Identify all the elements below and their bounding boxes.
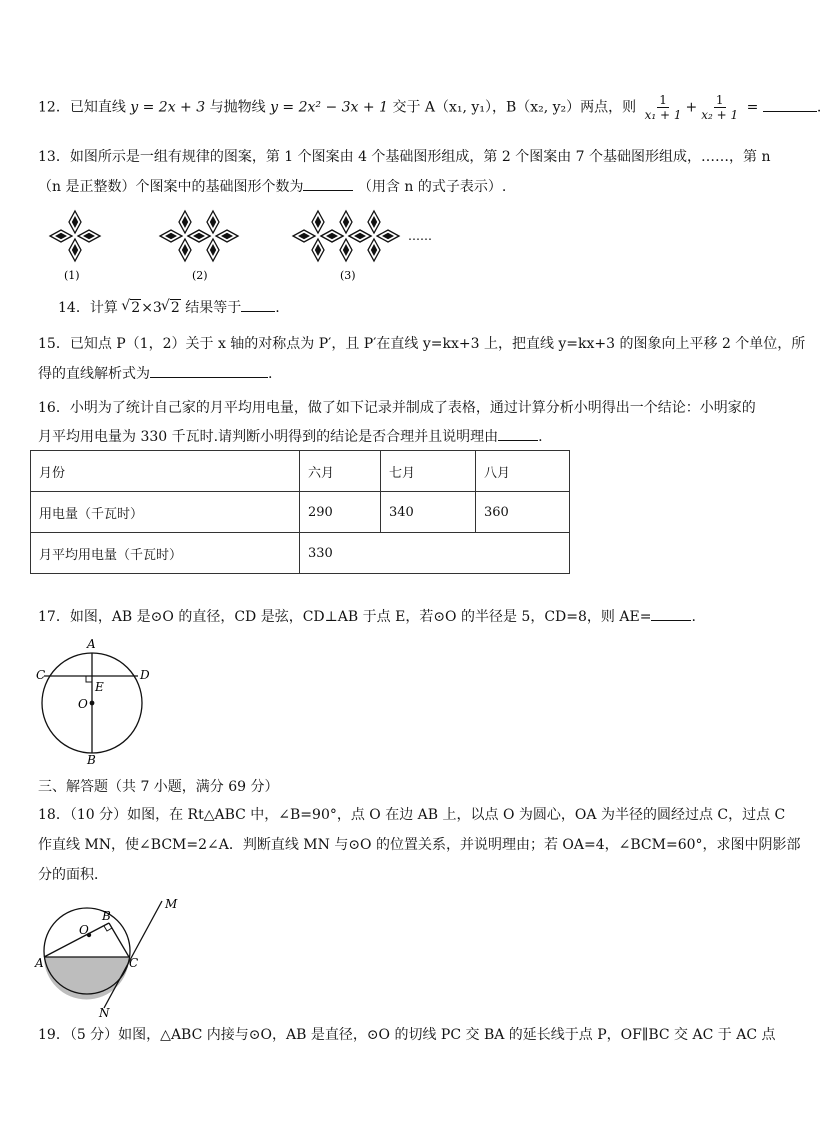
q18-label-c: C (129, 956, 139, 970)
q13-line1: 13．如图所示是一组有规律的图案，第 1 个图案由 4 个基础图形组成，第 2 个图案由 7 个基础图形组成，……，第 n (38, 149, 771, 165)
table-row (31, 492, 570, 533)
q15-line1: 15．已知点 P（1，2）关于 x 轴的对称点为 P′，且 P′在直线 y=kx+3 上，把直线 y=kx+3 的图象向上平移 2 个单位，所 (38, 336, 806, 352)
pattern-label-3: (3) (340, 269, 356, 282)
pattern-ellipsis: …… (408, 229, 432, 243)
q17-answer-blank (651, 620, 691, 621)
q17-label-o: O (78, 697, 88, 711)
q18-line1: 18．（10 分）如图，在 Rt△ABC 中，∠B=90°，点 O 在边 AB 上，以点 O 为圆心，OA 为半径的圆经过点 C，过点 C (38, 807, 786, 823)
q12-answer-blank (763, 111, 817, 112)
question-17: 17．如图，AB 是⊙O 的直径，CD 是弦，CD⊥AB 于点 E，若⊙O 的半径是 5，CD=8，则 AE= . (38, 609, 696, 625)
q17-label-e: E (95, 680, 104, 694)
question-14 (58, 297, 280, 317)
q13-line2-text: （n 是正整数）个图案中的基础图形个数为 (38, 179, 304, 195)
q13-pattern-figure (40, 205, 440, 283)
question-12: 12．已知直线 y = 2x + 3 与抛物线 y = 2x² − 3x + 1 交于 A（x₁, y₁），B（x₂, y₂）两点，则 $\frac{1}{\text{x₁ + 1}}$ + $\frac{1}{\text{x₂ + 1}}$ = . (38, 93, 821, 122)
q14-text-b: 结果等于 (180, 300, 242, 316)
q18-label-m: M (165, 897, 178, 911)
q12-text3: 交于 A（x₁, y₁），B（x₂, y₂）两点，则 (388, 99, 637, 116)
q12-parabola-equation: y = 2x² − 3x + 1 (270, 99, 388, 116)
pattern-2 (160, 211, 238, 261)
table-cell: 用电量（千瓦时） (31, 492, 300, 533)
q18-label-a: A (35, 956, 44, 970)
q18-line2: 作直线 MN，使∠BCM=2∠A．判断直线 MN 与⊙O 的位置关系，并说明理由；若 OA=4，∠BCM=60°，求图中阴影部 (38, 837, 801, 853)
section-3-heading: 三、解答题（共 7 小题，满分 69 分） (38, 779, 279, 795)
q12-line-equation: y = 2x + 3 (130, 99, 206, 116)
table-header-row (31, 451, 570, 492)
q12-text2: 与抛物线 (205, 99, 271, 116)
q15-answer-blank (150, 377, 268, 378)
q12-fraction-1: $\frac{1}{\text{x₁ + 1}}$ (644, 93, 682, 122)
q18-label-n: N (99, 1006, 110, 1020)
q16-answer-blank (498, 440, 538, 441)
q14-text: 14．计算 (58, 300, 123, 316)
q17-circle-figure (32, 635, 162, 765)
q19-line1: 19．（5 分）如图，△ABC 内接与⊙O，AB 是直径，⊙O 的切线 PC 交 BA 的延长线于点 P，OF∥BC 交 AC 于 AC 点 (38, 1027, 776, 1043)
table-cell: 月份 (31, 451, 300, 492)
table-cell: 月平均用电量（千瓦时） (31, 533, 300, 574)
q13-line2 (38, 176, 506, 196)
q12-text1: 12．已知直线 (38, 99, 131, 116)
table-cell: 340 (381, 492, 476, 533)
q17-label-d: D (140, 668, 150, 682)
q16-table (30, 450, 570, 574)
pattern-label-1: (1) (64, 269, 80, 282)
table-cell: 六月 (300, 451, 381, 492)
q14-sqrt-1: √ 2 (122, 300, 141, 316)
table-cell: 290 (300, 492, 381, 533)
q17-label-a: A (87, 637, 96, 651)
pattern-3 (293, 211, 399, 261)
q18-label-b: B (102, 909, 111, 923)
table-cell: 360 (476, 492, 570, 533)
q17-label-c: C (36, 668, 46, 682)
q16-line2-text: 月平均用电量为 330 千瓦时.请判断小明得到的结论是否合理并且说明理由 (38, 429, 499, 445)
q14-sqrt-2: √ 2 (162, 300, 181, 316)
q16-line2: 月平均用电量为 330 千瓦时.请判断小明得到的结论是否合理并且说明理由 . (38, 429, 543, 445)
q12-fraction-2: $\frac{1}{\text{x₂ + 1}}$ (701, 93, 739, 122)
q14-answer-blank (241, 311, 275, 312)
q14-tail: . (275, 300, 280, 316)
q15-line2-text: 得的直线解析式为 (38, 366, 150, 382)
q18-circle-figure (32, 893, 182, 1018)
q13-line2-tail: （用含 n 的式子表示）. (357, 179, 507, 195)
q17-label-b: B (87, 753, 96, 767)
q18-label-o: O (79, 923, 89, 937)
table-cell: 八月 (476, 451, 570, 492)
q12-equals: = (746, 99, 759, 116)
table-cell: 七月 (381, 451, 476, 492)
q12-plus: + (685, 99, 698, 116)
q18-line3: 分的面积． (38, 867, 108, 883)
pattern-label-2: (2) (192, 269, 208, 282)
table-cell: 330 (300, 533, 570, 574)
table-row (31, 533, 570, 574)
q16-line1: 16．小明为了统计自己家的月平均用电量，做了如下记录并制成了表格，通过计算分析小明得出一个结论：小明家的 (38, 400, 756, 416)
q15-line2: 得的直线解析式为 . (38, 366, 273, 382)
q13-answer-blank (303, 190, 353, 191)
q17-text: 17．如图，AB 是⊙O 的直径，CD 是弦，CD⊥AB 于点 E，若⊙O 的半径是 5，CD=8，则 AE= (38, 609, 652, 625)
q14-times: ×3 (141, 300, 162, 316)
pattern-1 (50, 211, 100, 261)
